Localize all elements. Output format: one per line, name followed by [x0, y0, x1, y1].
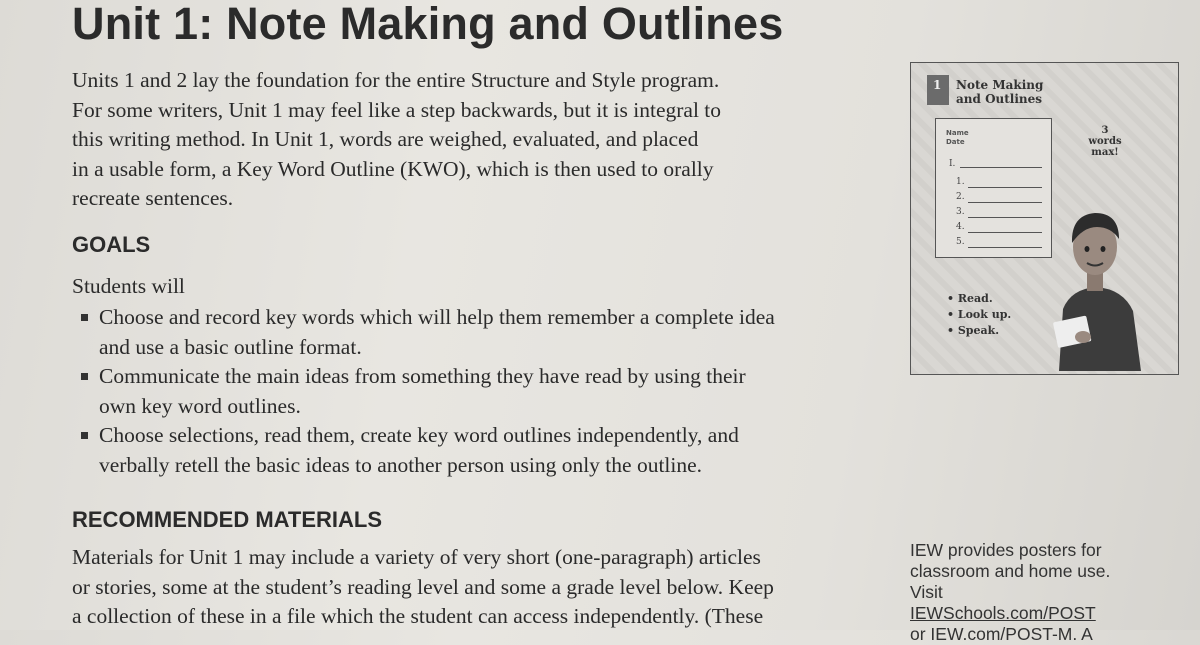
square-bullet-icon	[81, 373, 88, 380]
intro-line: Units 1 and 2 lay the foundation for the entire Structure and Style program.	[72, 68, 720, 92]
goal-item	[72, 421, 872, 480]
sheet-blank-line	[968, 232, 1042, 233]
sheet-row	[956, 237, 1046, 251]
intro-line: this writing method. In Unit 1, words are weighed, evaluated, and placed	[72, 127, 699, 151]
poster-steps	[947, 291, 1011, 339]
sheet-row	[956, 177, 1046, 191]
goal-line: Choose and record key words which will help them remember a complete idea	[99, 305, 775, 329]
poster-step: • Look up.	[947, 308, 1012, 321]
sheet-row-number: 3.	[956, 207, 965, 217]
page-title: Unit 1: Note Making and Outlines	[72, 0, 784, 49]
poster-step: • Read.	[947, 292, 993, 305]
poster-url-link[interactable]: IEWSchools.com/POST	[910, 603, 1096, 623]
tag-line: 3	[1101, 125, 1109, 136]
square-bullet-icon	[81, 314, 88, 321]
caption-line	[910, 582, 1110, 624]
poster-step: • Speak.	[947, 324, 1000, 337]
sheet-date-label: Date	[946, 138, 965, 146]
goal-line: verbally retell the basic ideas to another person using only the outline.	[99, 452, 703, 477]
sheet-blank-line	[968, 187, 1042, 188]
materials-line: Materials for Unit 1 may include a variety of very short (one-paragraph) articles	[72, 545, 761, 569]
poster-title-line: and Outlines	[956, 92, 1043, 106]
materials-line: a collection of these in a file which the student can access independently. (These	[72, 604, 764, 628]
sheet-name-label: Name	[946, 129, 969, 137]
poster-title-line: Note Making	[956, 78, 1044, 92]
poster-unit-number: 1	[933, 78, 942, 92]
sheet-row-number: 1.	[956, 177, 965, 187]
intro-paragraph	[72, 66, 832, 214]
student-reading-illustration-icon	[1041, 191, 1151, 371]
sheet-blank-line	[960, 167, 1042, 168]
tag-line: max!	[1091, 147, 1119, 158]
goal-item	[72, 303, 872, 362]
sheet-row	[956, 207, 1046, 221]
caption-visit-text: Visit	[910, 582, 943, 602]
goal-item	[72, 362, 872, 421]
sheet-row	[956, 192, 1046, 206]
goal-line: Communicate the main ideas from something they have read by using their	[99, 364, 746, 388]
goals-lead: Students will	[72, 274, 185, 298]
intro-line: in a usable form, a Key Word Outline (KWO), which is then used to orally	[72, 156, 714, 181]
sheet-row-number: 5.	[956, 237, 965, 247]
tag-line: words	[1088, 136, 1122, 147]
materials-heading: RECOMMENDED MATERIALS	[72, 507, 383, 532]
goals-heading: GOALS	[72, 232, 151, 257]
intro-line: For some writers, Unit 1 may feel like a step backwards, but it is integral to	[72, 97, 722, 122]
sheet-roman-numeral: I.	[949, 159, 956, 169]
materials-line: or stories, some at the student’s reading level and some a grade level below. Keep	[72, 574, 774, 599]
poster-thumbnail	[910, 62, 1179, 375]
materials-paragraph	[72, 543, 872, 632]
outline-worksheet	[935, 118, 1052, 258]
sheet-blank-line	[968, 247, 1042, 248]
sheet-row-number: 4.	[956, 222, 965, 232]
goals-list	[72, 303, 872, 480]
caption-line: classroom and home use.	[910, 561, 1111, 581]
poster-title	[956, 78, 1043, 106]
goal-line: Choose selections, read them, create key word outlines independently, and	[99, 423, 739, 447]
caption-line: IEW provides posters for	[910, 540, 1102, 560]
goal-line: and use a basic outline format.	[99, 334, 362, 359]
sheet-blank-line	[968, 217, 1042, 218]
sheet-blank-line	[968, 202, 1042, 203]
sheet-row	[956, 222, 1046, 236]
square-bullet-icon	[81, 432, 88, 439]
poster-caption	[910, 540, 1110, 645]
intro-line: recreate sentences.	[72, 186, 234, 210]
sheet-row-number: 2.	[956, 192, 965, 202]
caption-line: or IEW.com/POST-M. A	[910, 624, 1093, 644]
goal-line: own key word outlines.	[99, 393, 301, 418]
three-words-max-tag	[1085, 125, 1125, 158]
